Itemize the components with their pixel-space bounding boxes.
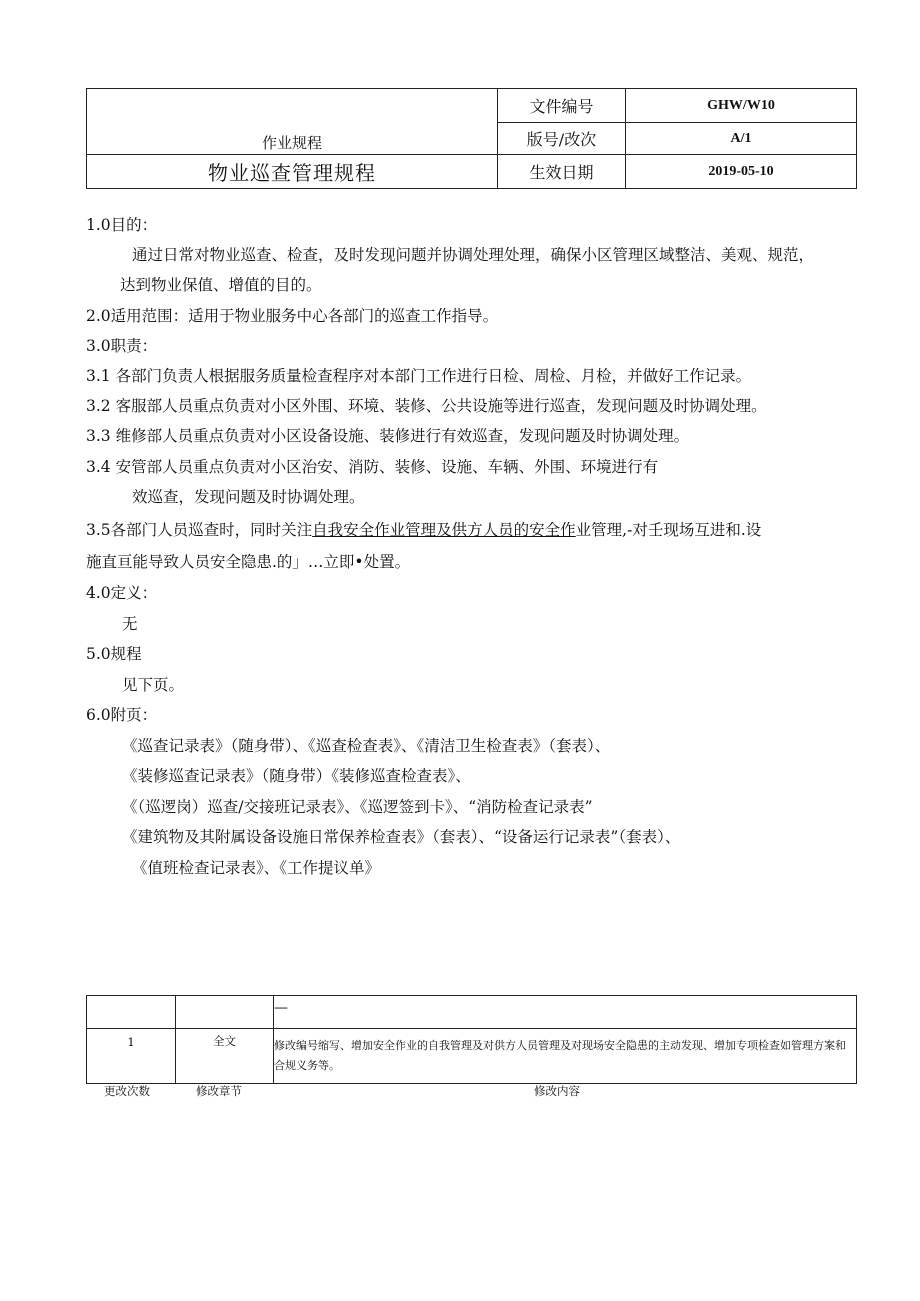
revision-content-label: 修改内容 <box>534 1084 580 1098</box>
revision-section-label: 修改章节 <box>196 1084 242 1098</box>
version-label: 版号/改次 <box>498 123 626 155</box>
procedure-heading: 5.0规程 <box>86 645 142 663</box>
duty-item-5-line2: 施直亘能导致人员安全隐患.的」…立即•处置。 <box>86 553 411 571</box>
attachment-line-3: 《（巡逻岗）巡查/交接班记录表》、《巡逻签到卡》、“消防检查记录表” <box>122 798 593 816</box>
doc-number-label: 文件编号 <box>498 89 626 123</box>
attachment-line-2: 《装修巡查记录表》（随身带）《装修巡查检查表》、 <box>122 767 471 785</box>
duty-item-4-line2: 效巡查，发现问题及时协调处理。 <box>132 488 365 506</box>
attachment-heading: 6.0附页： <box>86 706 158 724</box>
definition-heading: 4.0定义： <box>86 584 158 602</box>
duty-item-2: 3.2 客服部人员重点负责对小区外围、环境、装修、公共设施等进行巡查，发现问题及时协调处理。 <box>86 397 767 415</box>
revision-table <box>86 995 857 1084</box>
effective-date-label: 生效日期 <box>498 155 626 189</box>
document-type: 作业规程 <box>87 89 498 155</box>
duty-5-underlined: 自我安全作业管理及供方人员的安全作 <box>312 521 576 539</box>
duty-item-4-line1: 3.4 安管部人员重点负责对小区治安、消防、装修、设施、车辆、外围、环境进行有 <box>86 458 659 476</box>
revision-content: 修改编号缩写、增加安全作业的自我管理及对供方人员管理及对现场安全隐患的主动发现、增加专项检查如管理方案和合规义务等。 <box>274 1029 857 1084</box>
definition-text: 无 <box>122 615 138 633</box>
procedure-text: 见下页。 <box>122 676 185 694</box>
purpose-text-line2: 达到物业保值、增值的目的。 <box>120 276 322 294</box>
attachment-line-5: 《值班检查记录表》、《工作提议单》 <box>132 859 381 877</box>
duty-5-prefix: 3.5各部门人员巡查时，同时关注 <box>86 521 313 539</box>
revision-header-cell-empty-2 <box>176 996 274 1029</box>
effective-date-value: 2019-05-10 <box>626 155 857 189</box>
purpose-heading: 1.0目的： <box>86 216 158 234</box>
revision-header-cell-empty-1 <box>87 996 176 1029</box>
document-header-table <box>86 88 857 189</box>
duty-5-suffix: 业管理,-对壬现场互进和.设 <box>575 521 762 539</box>
version-value: A/1 <box>626 123 857 155</box>
document-title: 物业巡查管理规程 <box>87 155 498 189</box>
doc-number-value: GHW/W10 <box>626 89 857 123</box>
attachment-line-1: 《巡查记录表》（随身带）、《巡查检查表》、《清洁卫生检查表》（套表）、 <box>122 737 611 755</box>
scope-paragraph: 2.0适用范围：适用于物业服务中心各部门的巡查工作指导。 <box>86 307 499 325</box>
duty-heading: 3.0职责： <box>86 337 158 355</box>
duty-item-5-line1 <box>86 520 761 540</box>
attachment-line-4: 《建筑物及其附属设备设施日常保养检查表》（套表）、“设备运行记录表”（套表）、 <box>122 828 681 846</box>
revision-section: 全文 <box>176 1029 274 1084</box>
revision-count-label: 更改次数 <box>104 1084 150 1098</box>
duty-item-3: 3.3 维修部人员重点负责对小区设备设施、装修进行有效巡查，发现问题及时协调处理。 <box>86 427 690 445</box>
revision-header-mark: — <box>274 996 857 1029</box>
purpose-text-line1: 通过日常对物业巡查、检查，及时发现问题并协调处理处理，确保小区管理区域整洁、美观、规范， <box>132 246 815 264</box>
revision-number: 1 <box>87 1029 176 1084</box>
duty-item-1: 3.1 各部门负责人根据服务质量检查程序对本部门工作进行日检、周检、月检，并做好工作记录。 <box>86 367 752 385</box>
